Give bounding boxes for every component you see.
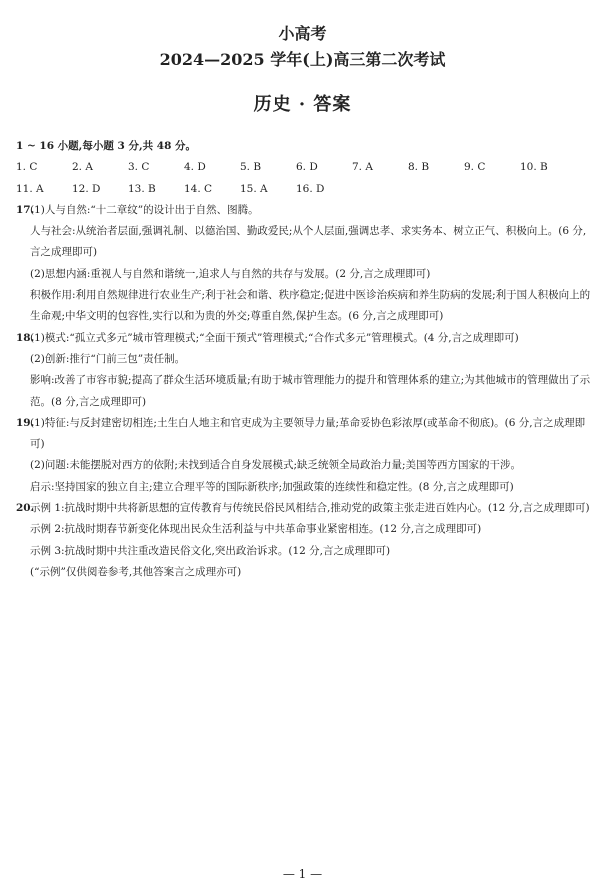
answer-item: 2. A (72, 161, 93, 174)
subject-title: 历史 · 答案 (253, 94, 352, 115)
answer-paragraph: 启示:坚持国家的独立自主;建立合理平等的国际新秩序;加强政策的连续性和稳定性。(8 分,言之成理即可) (30, 480, 514, 493)
answer-paragraph: (2)创新:推行“门前三包”责任制。 (30, 352, 186, 365)
question-number: 20. (16, 502, 35, 515)
answer-item: 14. C (184, 182, 213, 195)
question-number: 18. (16, 331, 35, 344)
answer-paragraph: (1)人与自然:“十二章纹”的设计出于自然、图腾。 (30, 203, 259, 216)
answer-paragraph: (2)问题:未能摆脱对西方的依附;未找到适合自身发展模式;缺乏统领全局政治力量;美国等西方国家的干涉。 (30, 459, 522, 472)
brand-title: 小高考 (278, 24, 327, 43)
answer-paragraph: 示例 3:抗战时期中共注重改造民俗文化,突出政治诉求。(12 分,言之成理即可) (30, 544, 391, 557)
choice-answers-row-2 (16, 179, 592, 200)
choice-instruction: 1 ~ 16 小题,每小题 3 分,共 48 分。 (16, 140, 197, 152)
question-17 (16, 200, 592, 221)
answer-item: 8. B (408, 161, 430, 174)
question-18 (16, 328, 592, 349)
answer-item: 9. C (464, 161, 486, 174)
answer-body (16, 136, 592, 583)
choice-answers-row-1 (16, 157, 592, 178)
answer-item: 1. C (16, 161, 38, 174)
answer-item: 15. A (240, 182, 268, 195)
question-19 (16, 413, 592, 456)
answer-item: 13. B (128, 182, 156, 195)
answer-paragraph: (2)思想内涵:重视人与自然和谐统一,追求人与自然的共存与发展。(2 分,言之成理即可) (30, 267, 431, 280)
answer-item: 16. D (296, 182, 325, 195)
answer-paragraph: 示例 2:抗战时期春节新变化体现出民众生活利益与中共革命事业紧密相连。(12 分,言之成理即可) (30, 523, 482, 536)
answer-paragraph: (1)模式:“孤立式多元”城市管理模式;“全面干预式”管理模式;“合作式多元”管理模式。(4 分,言之成理即可) (30, 331, 519, 344)
exam-title: 2024—2025 学年(上)高三第二次考试 (159, 50, 446, 69)
page-number: — 1 — (282, 867, 323, 881)
answer-paragraph: 示例 1:抗战时期中共将新思想的宣传教育与传统民俗民风相结合,推动党的政策主张走进百姓内心。(12 分,言之成理即可) (30, 502, 590, 515)
answer-paragraph: 人与社会:从统治者层面,强调礼制、以德治国、勤政爱民;从个人层面,强调忠孝、求实务本、树立正气、积极向上。(6 分,言之成理即可) (30, 225, 587, 259)
answer-paragraph: 影响:改善了市容市貌;提高了群众生活环境质量;有助于城市管理能力的提升和管理体系的建立;为其他城市的管理做出了示范。(8 分,言之成理即可) (30, 374, 591, 408)
answer-item: 6. D (296, 161, 318, 174)
answer-item: 3. C (128, 161, 150, 174)
answer-item: 5. B (240, 161, 262, 174)
answer-item: 11. A (16, 182, 44, 195)
answer-item: 12. D (72, 182, 101, 195)
question-number: 19. (16, 416, 35, 429)
answer-paragraph: (1)特征:与反封建密切相连;土生白人地主和官吏成为主要领导力量;革命妥协色彩浓厚(或革命不彻底)。(6 分,言之成理即可) (30, 416, 586, 451)
answer-item: 7. A (352, 161, 373, 174)
question-number: 17. (16, 203, 35, 216)
answer-item: 4. D (184, 161, 206, 174)
answer-note: (“示例”仅供阅卷参考,其他答案言之成理亦可) (30, 565, 242, 578)
answer-paragraph: 积极作用:利用自然规律进行农业生产;利于社会和谐、秩序稳定;促进中医诊治疾病和养生防病的发展;利于国人积极向上的生命观;中华文明的包容性,实行以和为贵的外交;尊重自然,保护生态。(6 分,言之成理即可) (30, 289, 591, 323)
answer-item: 10. B (520, 161, 548, 174)
question-20 (16, 498, 592, 519)
